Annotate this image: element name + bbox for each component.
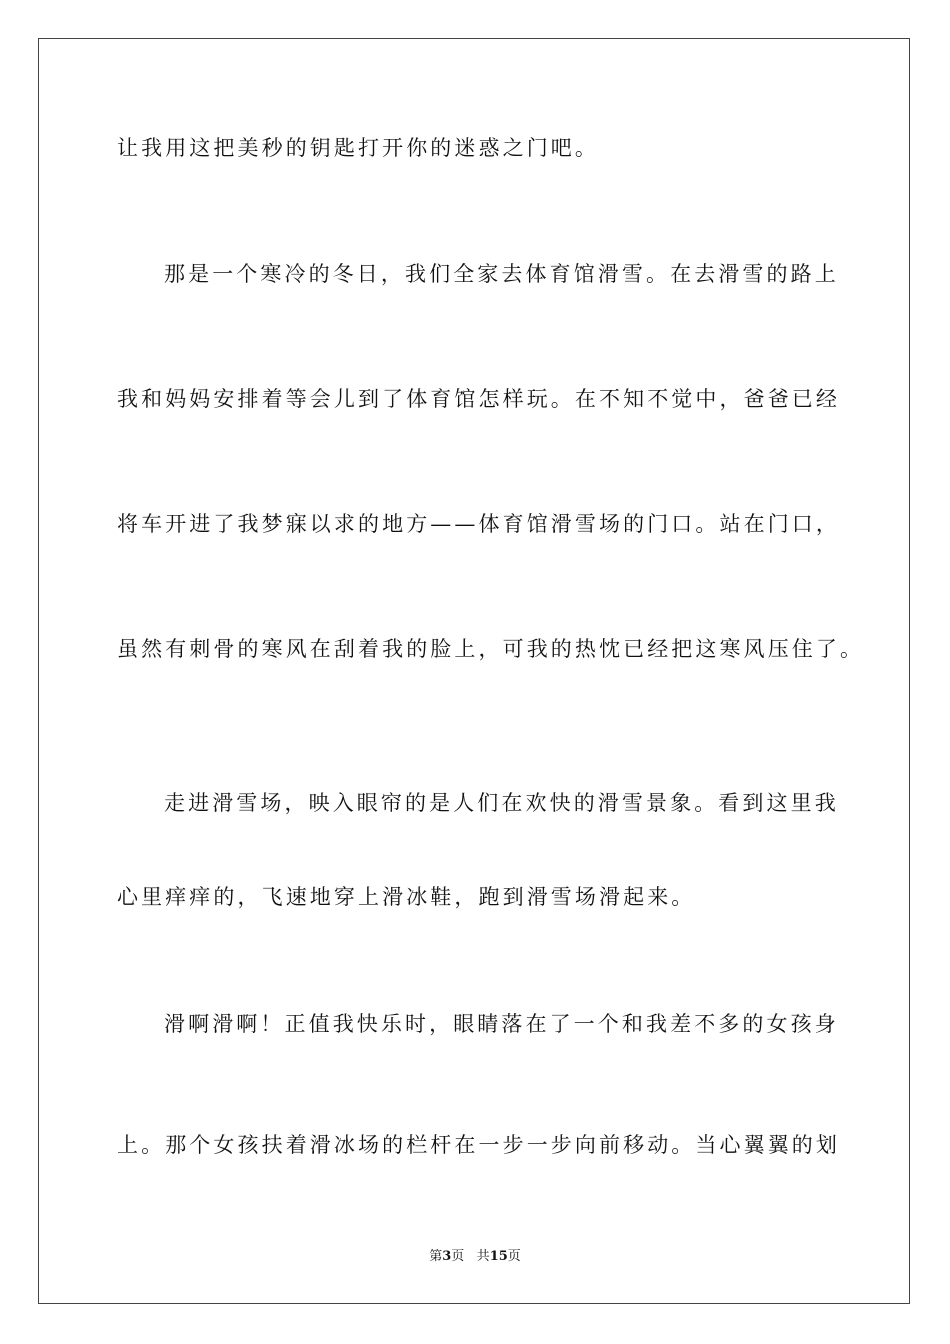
page-footer [0,1248,950,1266]
text-line-4: 将车开进了我梦寐以求的地方——体育馆滑雪场的门口。站在门口， [117,512,840,536]
footer-total-suffix: 页 [507,1249,521,1264]
footer-total-pages: 15 [489,1249,508,1264]
footer-page-number: 3 [442,1249,452,1264]
text-line-1: 让我用这把美秒的钥匙打开你的迷惑之门吧。 [117,136,599,160]
text-line-3: 我和妈妈安排着等会儿到了体育馆怎样玩。在不知不觉中，爸爸已经 [117,387,840,411]
text-line-5: 虽然有刺骨的寒风在刮着我的脸上，可我的热忱已经把这寒风压住了。 [117,637,865,661]
text-line-9: 上。那个女孩扶着滑冰场的栏杆在一步一步向前移动。当心翼翼的划 [117,1133,840,1157]
footer-total-prefix: 共 [476,1249,490,1264]
text-line-2: 那是一个寒冷的冬日，我们全家去体育馆滑雪。在去滑雪的路上 [164,262,839,286]
text-line-6: 走进滑雪场，映入眼帘的是人们在欢快的滑雪景象。看到这里我 [164,791,839,815]
footer-page-prefix: 第 [429,1249,443,1264]
text-line-7: 心里痒痒的，飞速地穿上滑冰鞋，跑到滑雪场滑起来。 [117,885,696,909]
footer-page-suffix: 页 [451,1249,465,1264]
text-line-8: 滑啊滑啊！正值我快乐时，眼睛落在了一个和我差不多的女孩身 [164,1012,839,1036]
page-border [38,38,910,1304]
